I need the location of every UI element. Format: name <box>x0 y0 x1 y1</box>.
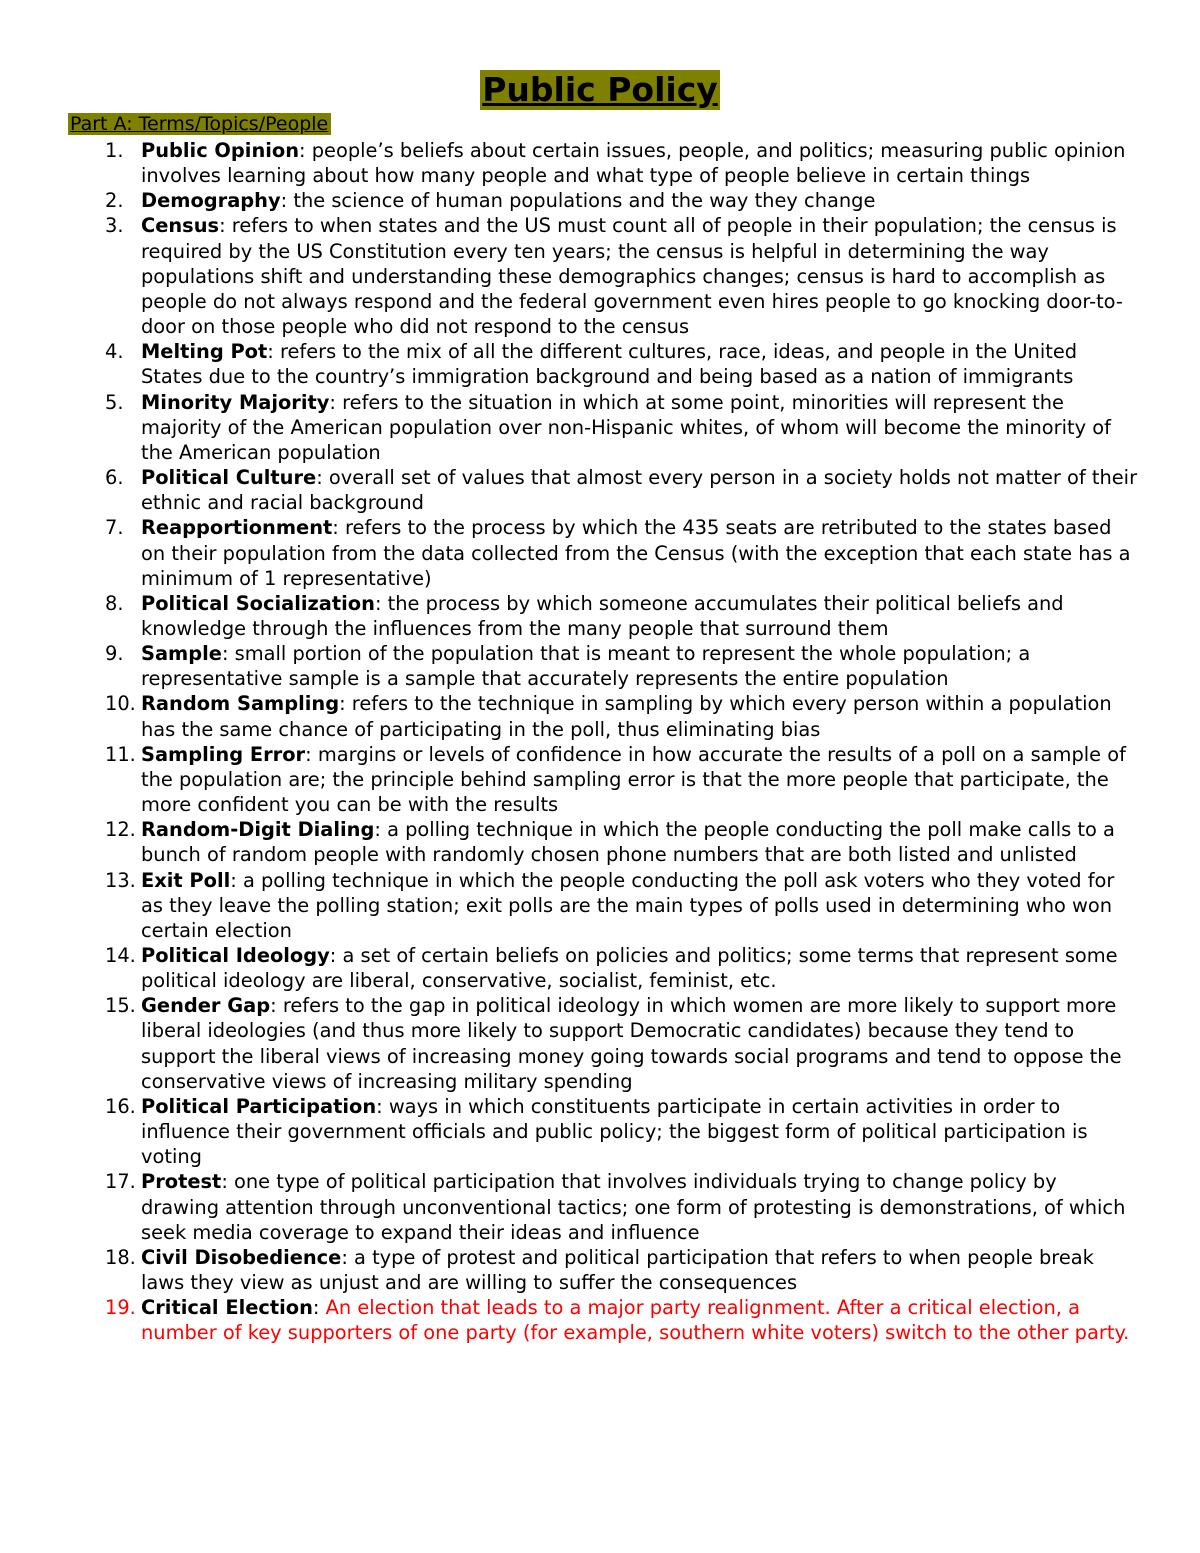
term-definition: refers to the situation in which at some point, minorities will represent the majority of the American population over non-Hispanic whites, of whom will become the minority of the American population <box>141 390 1111 464</box>
term-separator: : <box>270 994 283 1018</box>
term-name: Exit Poll <box>141 868 231 892</box>
term-item <box>0 1094 1200 1169</box>
term-definition: small portion of the population that is meant to represent the whole population; a representative sample is a sample that accurately represents the entire population <box>141 642 1031 691</box>
term-number: 12. <box>105 818 136 842</box>
term-number: 17. <box>105 1170 136 1194</box>
term-definition: overall set of values that almost every person in a society holds not matter of their ethnic and racial background <box>141 466 1138 515</box>
term-name: Melting Pot <box>141 340 268 364</box>
term-item <box>0 390 1200 465</box>
term-separator: : <box>312 1296 326 1320</box>
term-number: 4. <box>105 340 124 364</box>
term-number: 3. <box>105 214 124 238</box>
term-name: Political Ideology <box>141 944 330 967</box>
term-item <box>0 868 1200 943</box>
term-number: 1. <box>105 139 124 162</box>
term-name: Civil Disobedience <box>141 1245 342 1269</box>
term-number: 15. <box>105 994 136 1018</box>
term-number: 6. <box>105 466 124 490</box>
term-definition: margins or levels of confidence in how accurate the results of a poll on a sample of the population are; the principle behind sampling error is that the more people that participate, the more confident you can be with the results <box>141 742 1126 817</box>
term-number: 13. <box>105 868 136 892</box>
term-definition: ways in which constituents participate in certain activities in order to influence their government officials and public policy; the biggest form of political participation is voting <box>141 1094 1088 1169</box>
term-number: 10. <box>105 692 136 716</box>
term-separator: : <box>376 1094 389 1118</box>
term-name: Reapportionment <box>141 516 333 540</box>
term-name: Gender Gap <box>141 994 271 1018</box>
term-name: Sample <box>141 642 222 666</box>
term-separator: : <box>299 139 312 162</box>
term-item <box>0 515 1200 590</box>
term-definition: people’s beliefs about certain issues, people, and politics; measuring public opinion involves learning about how many people and what type of people believe in certain things <box>141 139 1126 188</box>
page-title: Public Policy <box>482 70 718 109</box>
term-name: Public Opinion <box>141 139 300 162</box>
term-separator: : <box>221 1170 235 1194</box>
term-number: 14. <box>105 944 136 967</box>
term-definition: refers to the gap in political ideology in which women are more likely to support more liberal ideologies (and thus more likely to support Democratic candidates) because they tend to support the liberal views of increasing money going towards social programs and tend to oppose the conservative views of increasing military spending <box>141 994 1122 1093</box>
term-item <box>0 742 1200 817</box>
term-separator: : <box>339 692 352 716</box>
term-number: 19. <box>105 1296 136 1320</box>
term-separator: : <box>230 868 243 892</box>
term-number: 2. <box>105 189 124 213</box>
term-name: Political Participation <box>141 1094 377 1118</box>
term-definition: one type of political participation that involves individuals trying to change policy by drawing attention through unconventional tactics; one form of protesting is demonstrations, of which seek media coverage to expand their ideas and influence <box>141 1170 1126 1244</box>
term-item <box>0 817 1200 867</box>
term-separator: : <box>329 944 343 967</box>
term-item <box>0 1245 1200 1295</box>
term-definition: a type of protest and political participation that refers to when people break laws they view as unjust and are willing to suffer the consequences <box>141 1245 1094 1295</box>
term-name: Protest <box>141 1170 222 1194</box>
term-item <box>0 591 1200 641</box>
term-name: Census <box>141 214 220 238</box>
term-number: 11. <box>105 742 136 766</box>
term-separator: : <box>267 340 280 364</box>
section-heading: Part A: Terms/Topics/People <box>68 113 331 135</box>
term-name: Random Sampling <box>141 692 340 716</box>
term-name: Political Socialization <box>141 591 375 615</box>
term-name: Minority Majority <box>141 390 330 414</box>
term-separator: : <box>219 214 232 238</box>
term-separator: : <box>305 742 318 766</box>
term-item <box>0 691 1200 741</box>
term-item <box>0 188 1200 213</box>
term-definition: refers to the mix of all the different cultures, race, ideas, and people in the United States due to the country’s immigration background and being based as a nation of immigrants <box>141 340 1078 389</box>
term-definition: the science of human populations and the way they change <box>293 189 876 213</box>
term-item <box>0 641 1200 691</box>
term-separator: : <box>341 1245 355 1269</box>
term-item <box>0 213 1200 339</box>
term-name: Critical Election <box>141 1296 313 1320</box>
term-definition: a set of certain beliefs on policies and politics; some terms that represent some political ideology are liberal, conservative, socialist, feminist, etc. <box>141 944 1118 993</box>
term-name: Sampling Error <box>141 742 306 766</box>
title-container <box>0 70 1200 110</box>
term-number: 7. <box>105 516 124 540</box>
term-separator: : <box>374 591 388 615</box>
term-item <box>0 943 1200 993</box>
term-number: 8. <box>105 591 124 615</box>
term-number: 5. <box>105 390 124 414</box>
term-number: 9. <box>105 642 124 666</box>
term-number: 18. <box>105 1245 136 1269</box>
term-name: Random-Digit Dialing <box>141 818 375 842</box>
term-separator: : <box>280 189 294 213</box>
term-definition: refers to when states and the US must count all of people in their population; the census is required by the US Constitution every ten years; the census is helpful in determining the way populations shift and understanding these demographics changes; census is hard to accomplish as people do not always respond and the federal government even hires people to go knocking door-to-door on those people who did not respond to the census <box>141 214 1123 339</box>
term-definition: a polling technique in which the people conducting the poll ask voters who they voted for as they leave the polling station; exit polls are the main types of polls used in determining who won certain election <box>141 868 1115 942</box>
term-separator: : <box>374 818 388 842</box>
term-definition: refers to the process by which the 435 seats are retributed to the states based on their population from the data collected from the Census (with the exception that each state has a minimum of 1 representative) <box>141 516 1131 590</box>
term-item <box>0 465 1200 515</box>
term-definition: An election that leads to a major party realignment. After a critical election, a number of key supporters of one party (for example, southern white voters) switch to the other party. <box>141 1296 1130 1345</box>
terms-list <box>0 138 1200 1346</box>
term-separator: : <box>221 642 235 666</box>
term-definition: refers to the technique in sampling by which every person within a population has the same chance of participating in the poll, thus eliminating bias <box>141 692 1112 741</box>
term-separator: : <box>316 466 329 490</box>
term-item <box>0 138 1200 188</box>
term-separator: : <box>332 516 345 540</box>
term-definition: the process by which someone accumulates their political beliefs and knowledge through the influences from the many people that surround them <box>141 591 1064 640</box>
term-number: 16. <box>105 1094 136 1118</box>
term-item <box>0 339 1200 389</box>
term-definition: a polling technique in which the people conducting the poll make calls to a bunch of random people with randomly chosen phone numbers that are both listed and unlisted <box>141 818 1115 867</box>
term-separator: : <box>329 390 343 414</box>
term-item <box>0 1295 1200 1345</box>
term-item <box>0 993 1200 1094</box>
term-name: Political Culture <box>141 466 317 490</box>
term-item <box>0 1169 1200 1244</box>
term-name: Demography <box>141 189 281 213</box>
